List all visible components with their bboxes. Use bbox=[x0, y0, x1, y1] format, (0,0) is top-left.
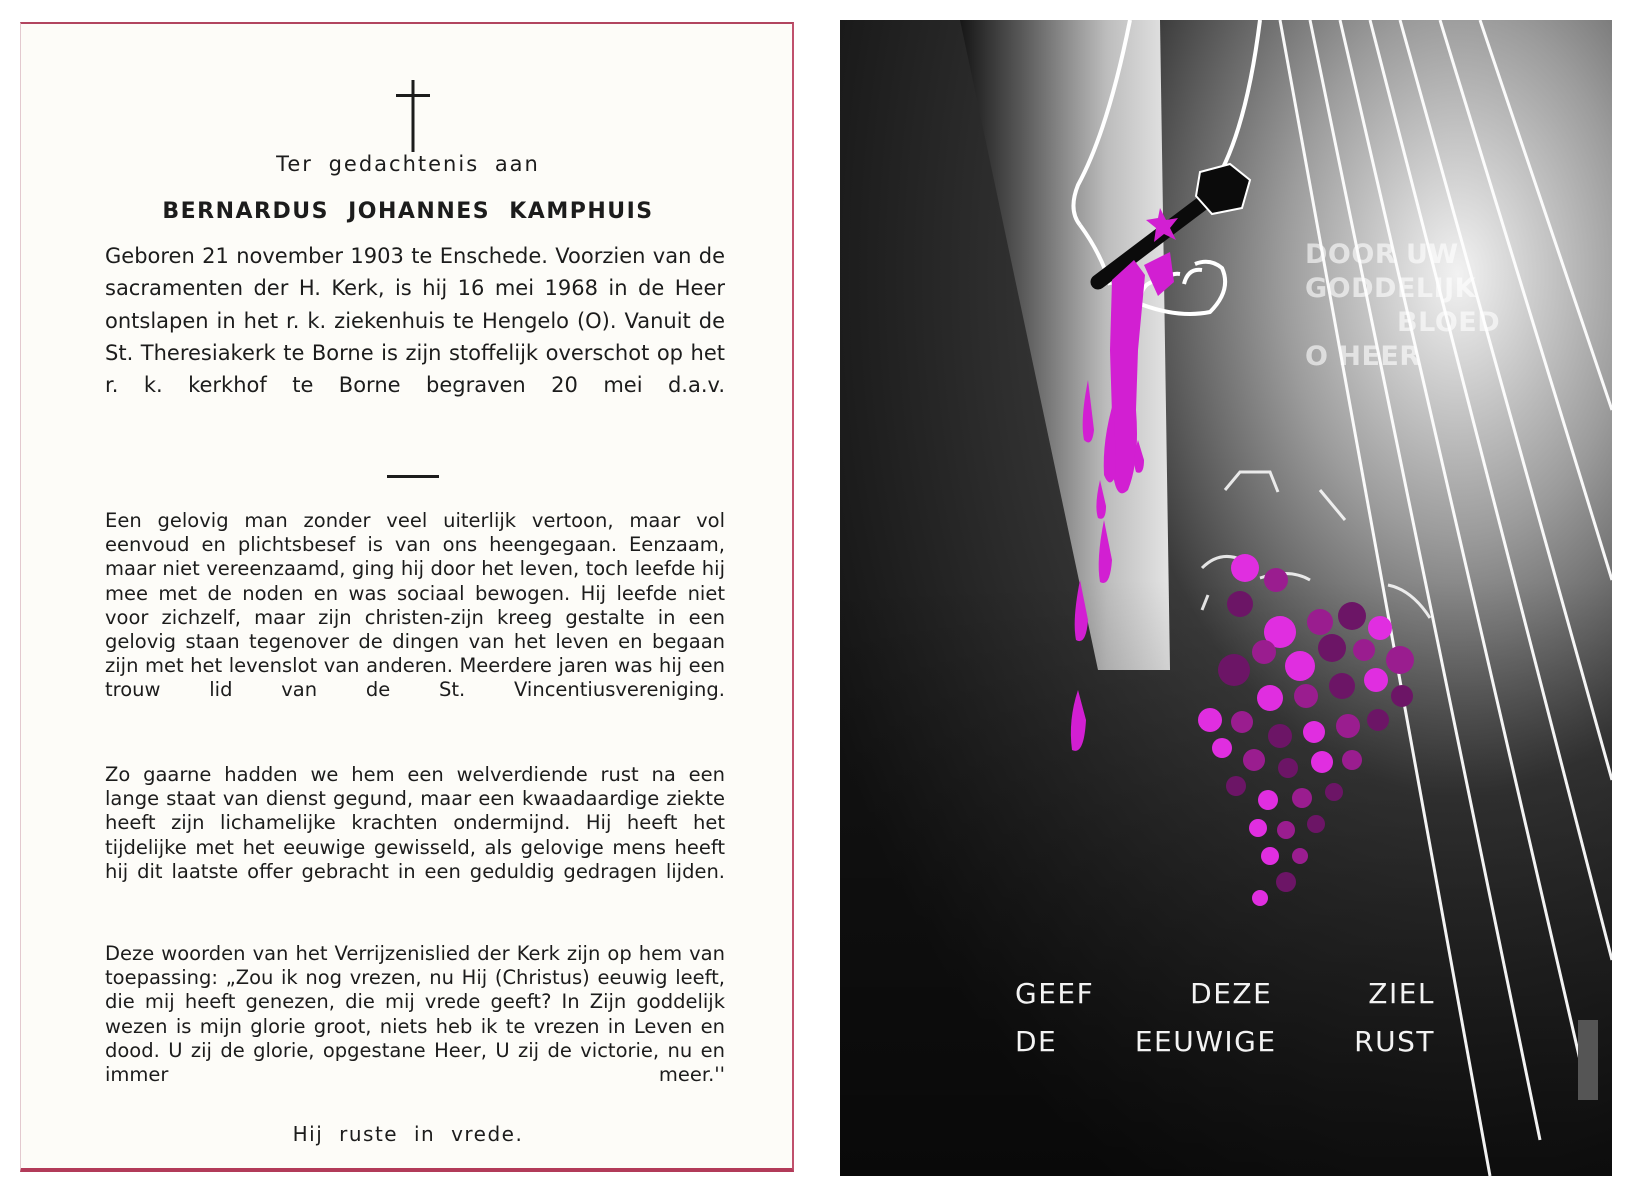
grape bbox=[1257, 685, 1283, 711]
grape bbox=[1353, 639, 1375, 661]
grape bbox=[1249, 819, 1267, 837]
grape bbox=[1336, 714, 1360, 738]
tribute-paragraph-1: Een gelovig man zonder veel uiterlijk vertoon, maar vol eenvoud en plichtsbesef is van ons heengegaan. Eenzaam, maar niet vereenzaamd, ging hij door het leven, toch leefde hij mee met de noden en was sociaal bewogen. Hij leefde niet voor zichzelf, maar zijn christen-zijn kreeg gestalte in een gelovig staan tegenover de dingen van het leven en begaan zijn met het levenslot van anderen. Meerdere jaren was hij een trouw lid van de St. Vincentiusvereniging. bbox=[105, 509, 725, 702]
memorial-heading: Ter gedachtenis aan bbox=[276, 152, 540, 176]
grape bbox=[1226, 776, 1246, 796]
grape bbox=[1342, 750, 1362, 770]
prayer-line-1: GEEF DEZE ZIEL bbox=[1015, 977, 1435, 1010]
grape bbox=[1303, 721, 1325, 743]
grape bbox=[1391, 685, 1413, 707]
grape bbox=[1307, 815, 1325, 833]
rays-inscription-line-3: BLOED bbox=[1397, 307, 1501, 338]
grape bbox=[1292, 788, 1312, 808]
biography-text: Geboren 21 november 1903 te Enschede. Voorzien van de sacramenten der H. Kerk, is hij 16 mei 1968 in de Heer ontslapen in het r. k. ziekenhuis te Hengelo (O). Vanuit de St. Theresiakerk te Borne is zijn stoffelijk overschot op het r. k. kerkhof te Borne begraven 20 mei d.a.v. bbox=[105, 244, 725, 398]
grape bbox=[1278, 758, 1298, 778]
grape bbox=[1285, 651, 1315, 681]
grape bbox=[1367, 709, 1389, 731]
grape bbox=[1318, 634, 1346, 662]
grape bbox=[1258, 790, 1278, 810]
rays-inscription-line-2: GODDELIJK bbox=[1305, 273, 1477, 304]
grape bbox=[1277, 821, 1295, 839]
rays-inscription-line-1: DOOR UW bbox=[1305, 239, 1459, 270]
section-divider bbox=[387, 475, 439, 478]
grape bbox=[1252, 890, 1268, 906]
grape bbox=[1294, 684, 1318, 708]
grape bbox=[1243, 749, 1265, 771]
tribute-paragraph-3: Deze woorden van het Verrijzenislied der Kerk zijn op hem van toepassing: „Zou ik nog vrezen, nu Hij (Christus) eeuwig leeft, die mij heeft genezen, die mij vrede geeft? In Zijn goddelijk wezen is mijn glorie groot, niets heb ik te vrezen in Leven en dood. U zij de glorie, opgestane Heer, U zij de victorie, nu en immer meer.'' bbox=[105, 942, 725, 1087]
grape bbox=[1311, 751, 1333, 773]
rays-inscription bbox=[1305, 238, 1500, 374]
grape bbox=[1276, 872, 1296, 892]
grape bbox=[1325, 783, 1343, 801]
grape bbox=[1307, 609, 1333, 635]
grape bbox=[1364, 668, 1388, 692]
grape bbox=[1218, 654, 1250, 686]
rays-inscription-line-4: O HEER bbox=[1305, 341, 1421, 372]
deceased-name: BERNARDUS JOHANNES KAMPHUIS bbox=[162, 199, 654, 224]
grape bbox=[1261, 847, 1279, 865]
grape bbox=[1268, 724, 1292, 748]
grape bbox=[1329, 673, 1355, 699]
cross-icon bbox=[393, 80, 433, 152]
grape bbox=[1231, 554, 1259, 582]
grape bbox=[1212, 738, 1232, 758]
prayer-line-2: DE EEUWIGE RUST bbox=[1015, 1025, 1435, 1058]
grape bbox=[1386, 646, 1414, 674]
memorial-card-text-side bbox=[20, 22, 794, 1172]
grape bbox=[1368, 616, 1392, 640]
grape bbox=[1231, 711, 1253, 733]
grape bbox=[1198, 708, 1222, 732]
grape bbox=[1292, 848, 1308, 864]
tribute-paragraph-2: Zo gaarne hadden we hem een welverdiende rust na een lange staat van dienst gegund, maar een kwaadaardige ziekte heeft zijn lichamelijke krachten ondermijnd. Hij heeft het tijdelijke met het eeuwige gewisseld, als gelovige mens heeft hij dit laatste offer gebracht in een geduldig gedragen lijden. bbox=[105, 763, 725, 883]
prayer-text bbox=[1015, 970, 1435, 1066]
closing-blessing: Hij ruste in vrede. bbox=[292, 1122, 524, 1146]
grape bbox=[1264, 568, 1288, 592]
memorial-card-picture-side bbox=[840, 20, 1612, 1176]
grape bbox=[1338, 602, 1366, 630]
grape bbox=[1227, 591, 1253, 617]
grape bbox=[1252, 640, 1276, 664]
